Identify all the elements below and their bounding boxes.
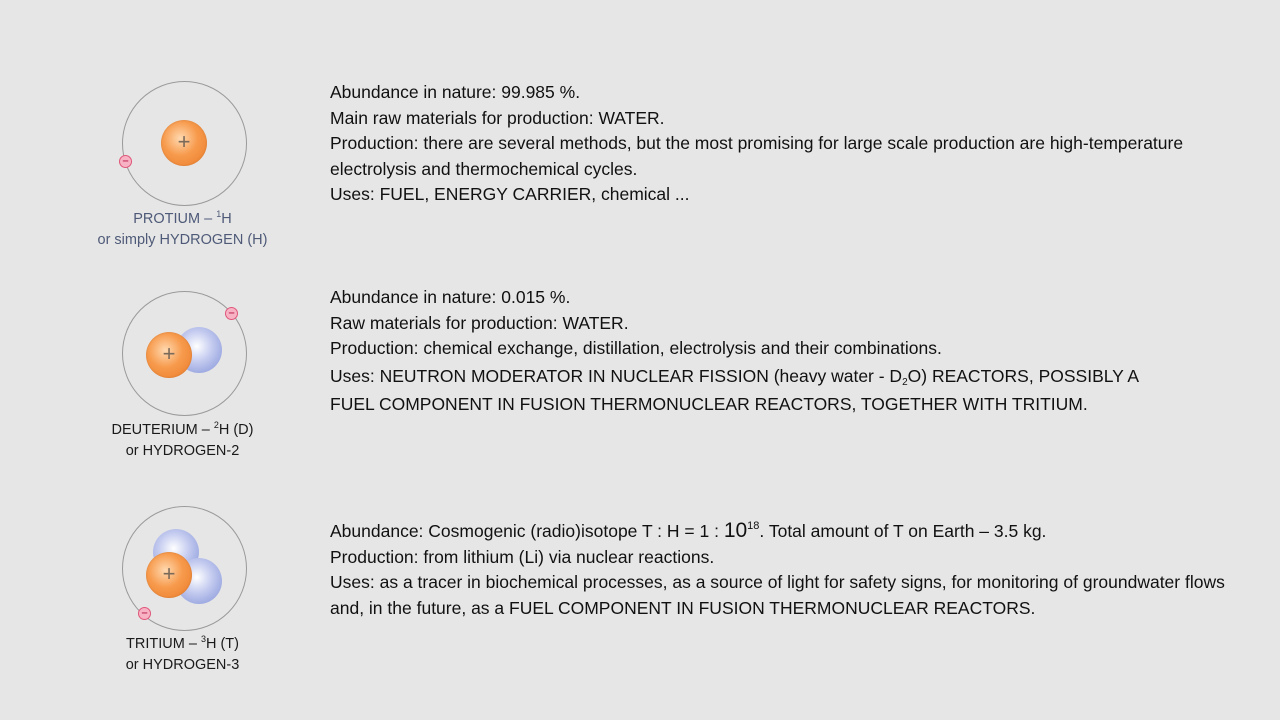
deuterium-raw-materials: Raw materials for production: WATER. (330, 312, 629, 333)
deuterium-proton: + (146, 332, 192, 378)
tritium-description (330, 518, 1230, 621)
protium-label-line1: PROTIUM – $^1$H (133, 209, 232, 227)
tritium-proton: + (146, 552, 192, 598)
deuterium-label (80, 420, 285, 462)
deuterium-uses: Uses: NEUTRON MODERATOR IN NUCLEAR FISSION (heavy water - $D_2O$) REACTORS, POSSIBLY A FUEL COMPONENT IN FUSION THERMONUCLEAR REACTORS, TOGETHER WITH TRITIUM. (330, 365, 1139, 414)
deuterium-label-line2: or HYDROGEN-2 (125, 443, 240, 459)
protium-label-line2: or simply HYDROGEN (H) (97, 232, 268, 248)
deuterium-electron: – (225, 307, 238, 320)
protium-electron: – (119, 155, 132, 168)
deuterium-label-line1: DEUTERIUM – $^2$H (D) (111, 420, 254, 438)
deuterium-description (330, 285, 1230, 418)
protium-proton: + (161, 120, 207, 166)
protium-uses: Uses: FUEL, ENERGY CARRIER, chemical ... (330, 184, 690, 204)
protium-abundance: Abundance in nature: 99.985 %. (330, 82, 581, 102)
deuterium-atom-diagram (122, 291, 247, 416)
tritium-label-line1: TRITIUM – $^3$H (T) (126, 634, 239, 652)
protium-production: Production: there are several methods, but the most promising for large scale production are high-temperature electrolysis and thermochemical cycles. (330, 133, 1184, 179)
protium-atom-diagram (122, 81, 247, 206)
tritium-label-line2: or HYDROGEN-3 (125, 657, 240, 673)
tritium-uses: Uses: as a tracer in biochemical processes, as a source of light for safety signs, for monitoring of groundwater flows and, in the future, as a FUEL COMPONENT IN FUSION THERMONUCLEAR REACTORS. (330, 572, 1225, 618)
tritium-production: Production: from lithium (Li) via nuclear reactions. (330, 546, 715, 567)
deuterium-production: Production: chemical exchange, distillation, electrolysis and their combinations. (330, 338, 942, 358)
deuterium-abundance: Abundance in nature: 0.015 %. (330, 287, 571, 307)
protium-description (330, 80, 1230, 208)
tritium-atom-diagram (122, 506, 247, 631)
protium-raw-materials: Main raw materials for production: WATER. (330, 107, 665, 128)
tritium-abundance: Abundance: Cosmogenic (radio)isotope T : H = 1 : $10^{18}$. Total amount of T on Earth – 3.5 kg. (330, 519, 1047, 542)
tritium-electron: – (138, 607, 151, 620)
protium-label (80, 209, 285, 251)
tritium-label (80, 634, 285, 676)
